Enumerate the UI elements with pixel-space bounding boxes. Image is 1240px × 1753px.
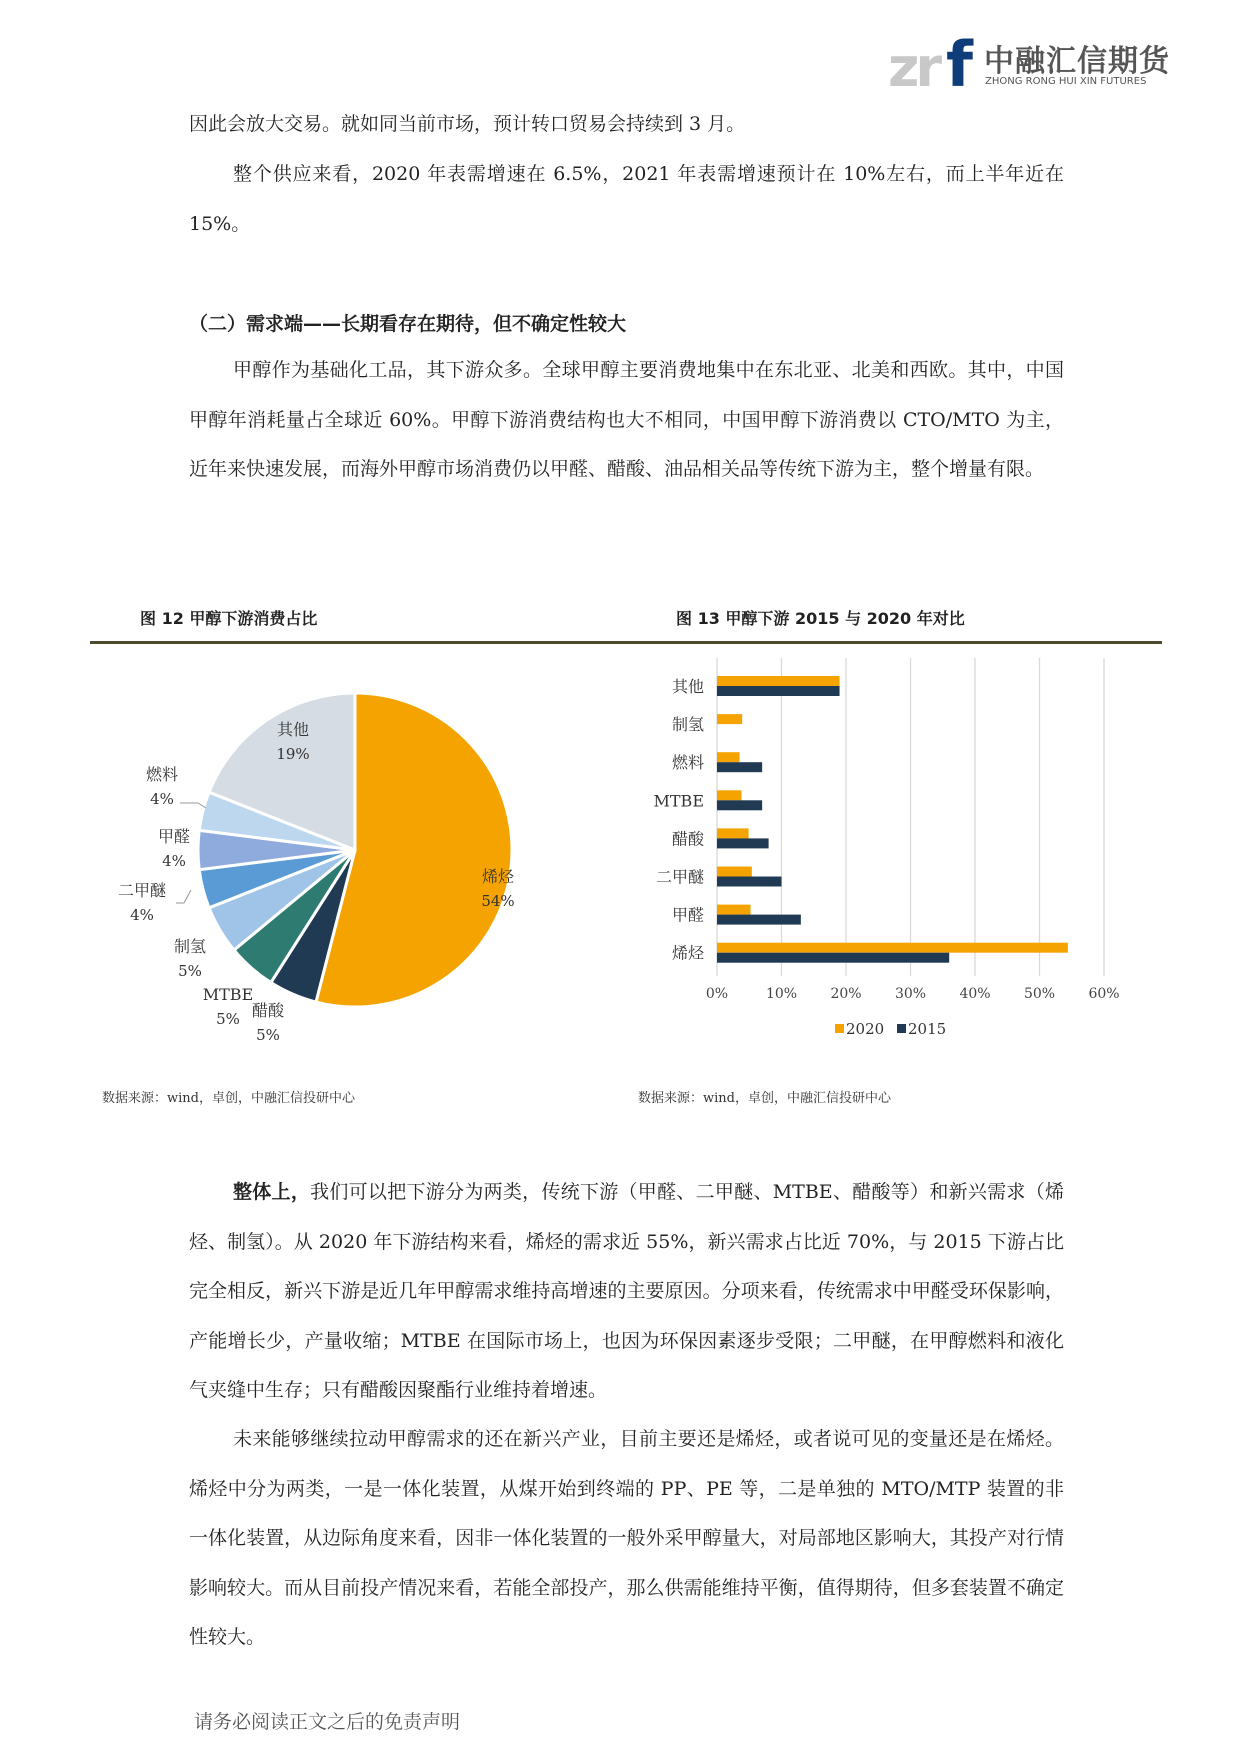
y-category-label: MTBE [653,791,704,811]
leader-line [176,890,191,903]
bar-2015 [717,953,949,963]
legend-label: 2020 [846,1020,885,1038]
y-category-label: 二甲醚 [655,867,704,887]
pie-label: 醋酸 [251,1001,285,1020]
legend-swatch [835,1024,844,1033]
figure-divider [90,641,1162,644]
figure-13-title: 图 13 甲醇下游 2015 与 2020 年对比 [676,609,965,628]
analysis-lead: 整体上， [233,1181,311,1203]
figure-13-source: 数据来源：wind，卓创，中融汇信投研中心 [638,1091,891,1106]
x-tick-label: 10% [765,986,798,1002]
x-tick-label: 0% [705,986,729,1002]
pie-chart [90,650,610,1080]
x-tick-label: 60% [1088,986,1120,1002]
figure-12-title: 图 12 甲醇下游消费占比 [140,609,318,628]
footer-disclaimer: 请务必阅读正文之后的免责声明 [194,1711,461,1733]
logo-en: ZHONG RONG HUI XIN FUTURES [985,76,1147,87]
section-paragraph: 甲醇作为基础化工品，其下游众多。全球甲醇主要消费地集中在东北亚、北美和西欧。其中，中国甲醇年消耗量占全球近 60%。甲醇下游消费结构也大不相同，中国甲醇下游消费以 CTO/MTO 为主，近年来快速发展，而海外甲醇市场消费仍以甲醛、醋酸、油品相关品等传统下游为主，整个增量有限。 [189,359,1064,480]
y-category-label: 其他 [671,677,704,696]
y-category-label: 制氢 [671,715,704,735]
logo-cn: 中融汇信期货 [984,44,1170,79]
bar-2020 [717,752,740,762]
pie-value: 54% [481,892,515,910]
bar-2020 [717,828,749,838]
bar-2020 [717,714,742,724]
pie-value: 5% [256,1026,280,1044]
figure-12-source: 数据来源：wind，卓创，中融汇信投研中心 [102,1091,355,1106]
pie-label: 烯烃 [481,867,515,886]
pie-label: 制氢 [173,937,207,956]
svg-text:zr: zr [888,36,939,92]
bar-2020 [717,790,742,800]
svg-text:f: f [946,30,973,92]
analysis-paragraph-2: 未来能够继续拉动甲醇需求的还在新兴产业，目前主要还是烯烃，或者说可见的变量还是在烯烃。烯烃中分为两类，一是一体化装置，从煤开始到终端的 PP、PE 等，二是单独的 MTO/MTP 装置的非一体化装置，从边际角度来看，因非一体化装置的一般外采甲醇量大，对局部地区影响大，其投产对行情影响较大。而从目前投产情况来看，若能全部投产，那么供需能维持平衡，值得期待，但多套装置不确定性较大。 [189,1428,1064,1648]
pie-value: 19% [276,745,310,763]
x-tick-label: 30% [894,986,927,1002]
analysis-paragraph-1 [189,1168,1064,1416]
y-category-label: 醋酸 [671,829,704,849]
pie-value: 5% [216,1010,240,1028]
y-category-label: 烯烃 [671,943,704,963]
x-tick-label: 20% [830,986,862,1002]
bar-2020 [717,676,840,686]
analysis-text-1: 我们可以把下游分为两类，传统下游（甲醛、二甲醚、MTBE、醋酸等）和新兴需求（烯烃、制氢）。从 2020 年下游结构来看，烯烃的需求近 55%，新兴需求占比近 70%，与 2015 下游占比完全相反，新兴下游是近几年甲醇需求维持高增速的主要原因。分项来看，传统需求中甲醛受环保影响，产能增长少，产量收缩；MTBE 在国际市场上，也因为环保因素逐步受限；二甲醚，在甲醇燃料和液化气夹缝中生存；只有醋酸因聚酯行业维持着增速。 [189,1181,1064,1401]
bar-2020 [717,905,751,915]
pie-label: 甲醛 [157,827,191,846]
legend-swatch [897,1024,906,1033]
bar-2015 [717,686,840,696]
bar-2015 [717,877,782,887]
bar-2020 [717,867,752,877]
bar-chart [620,650,1160,1070]
intro-paragraph-1: 因此会放大交易。就如同当前市场，预计转口贸易会持续到 3 月。 [189,113,746,135]
y-category-label: 甲醛 [671,905,704,925]
bar-2015 [717,915,801,925]
pie-value: 4% [130,906,154,924]
legend-label: 2015 [908,1020,947,1038]
pie-value: 4% [150,790,174,808]
x-tick-label: 50% [1023,986,1056,1002]
pie-label: MTBE [202,985,254,1004]
x-tick-label: 40% [959,986,991,1002]
pie-value: 5% [178,962,202,980]
pie-value: 4% [162,852,186,870]
intro-paragraph-2: 整个供应来看，2020 年表需增速在 6.5%，2021 年表需增速预计在 10%左右，而上半年近在 15%。 [189,163,1064,235]
company-logo [888,30,1170,92]
bar-2015 [717,762,762,772]
section-heading: （二）需求端——长期看存在期待，但不确定性较大 [189,313,627,335]
bar-2015 [717,838,769,848]
pie-label: 其他 [276,720,310,739]
y-category-label: 燃料 [671,753,704,773]
bar-2015 [717,800,762,810]
pie-label: 燃料 [145,765,179,784]
bar-2020 [717,943,1068,953]
leader-line [180,803,206,808]
pie-label: 二甲醚 [117,881,167,900]
